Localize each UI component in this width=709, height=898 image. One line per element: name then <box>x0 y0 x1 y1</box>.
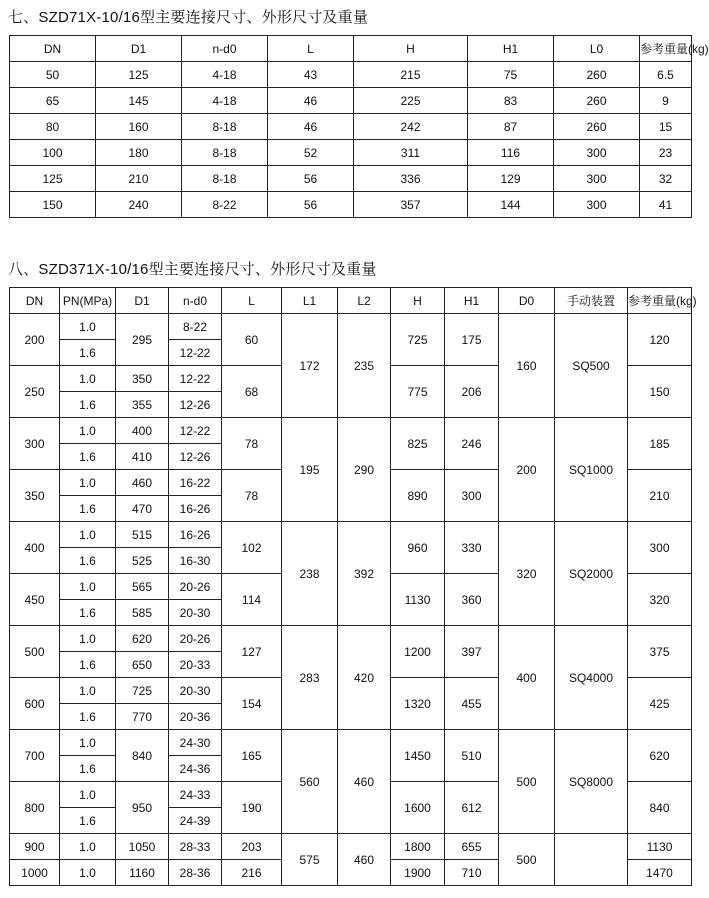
table-cell: 357 <box>354 192 468 218</box>
d1-cell: 410 <box>116 444 169 470</box>
l2-cell: 460 <box>338 834 391 886</box>
l-cell: 127 <box>222 626 282 678</box>
table-cell: 6.5 <box>640 62 692 88</box>
actuator-cell <box>555 834 628 886</box>
table-row <box>10 314 692 340</box>
pn-cell: 1.6 <box>60 704 116 730</box>
table-cell: 8-18 <box>182 140 268 166</box>
pn-cell: 1.6 <box>60 652 116 678</box>
nd0-cell: 16-26 <box>169 496 222 522</box>
table-row <box>10 626 692 652</box>
h1-cell: 455 <box>445 678 499 730</box>
d0-cell: 320 <box>499 522 555 626</box>
table-cell: 4-18 <box>182 62 268 88</box>
l2-cell: 420 <box>338 626 391 730</box>
l-cell: 114 <box>222 574 282 626</box>
table-cell: 260 <box>554 62 640 88</box>
dn-cell: 600 <box>10 678 60 730</box>
l2-cell: 392 <box>338 522 391 626</box>
table-cell: 32 <box>640 166 692 192</box>
column-header: n-d0 <box>182 36 268 62</box>
dn-cell: 250 <box>10 366 60 418</box>
table-cell: 242 <box>354 114 468 140</box>
pn-cell: 1.0 <box>60 314 116 340</box>
l1-cell: 560 <box>282 730 338 834</box>
table-cell: 4-18 <box>182 88 268 114</box>
table-cell: 56 <box>268 166 354 192</box>
nd0-cell: 16-30 <box>169 548 222 574</box>
nd0-cell: 24-39 <box>169 808 222 834</box>
d1-cell: 515 <box>116 522 169 548</box>
column-header: H <box>391 288 445 314</box>
table-row <box>10 166 692 192</box>
weight-cell: 1130 <box>628 834 692 860</box>
szd371x-dimension-table <box>9 287 697 886</box>
column-header: 参考重量(kg) <box>628 288 692 314</box>
d1-cell: 350 <box>116 366 169 392</box>
table-cell: 100 <box>10 140 96 166</box>
h-cell: 1130 <box>391 574 445 626</box>
weight-cell: 120 <box>628 314 692 366</box>
l-cell: 203 <box>222 834 282 860</box>
pn-cell: 1.6 <box>60 756 116 782</box>
d1-cell: 1160 <box>116 860 169 886</box>
table-cell: 260 <box>554 114 640 140</box>
nd0-cell: 24-36 <box>169 756 222 782</box>
d0-cell: 200 <box>499 418 555 522</box>
dn-cell: 350 <box>10 470 60 522</box>
column-header: D1 <box>96 36 182 62</box>
l1-cell: 575 <box>282 834 338 886</box>
d1-cell: 460 <box>116 470 169 496</box>
table-cell: 65 <box>10 88 96 114</box>
column-header: H1 <box>468 36 554 62</box>
d1-cell: 725 <box>116 678 169 704</box>
table-cell: 240 <box>96 192 182 218</box>
pn-cell: 1.6 <box>60 600 116 626</box>
l2-cell: 235 <box>338 314 391 418</box>
table-cell: 300 <box>554 140 640 166</box>
d1-cell: 355 <box>116 392 169 418</box>
table-row <box>10 834 692 860</box>
l-cell: 216 <box>222 860 282 886</box>
actuator-cell: SQ4000 <box>555 626 628 730</box>
table-cell: 87 <box>468 114 554 140</box>
table-cell: 50 <box>10 62 96 88</box>
l1-cell: 238 <box>282 522 338 626</box>
nd0-cell: 20-30 <box>169 678 222 704</box>
column-header: L <box>268 36 354 62</box>
h-cell: 1900 <box>391 860 445 886</box>
table-cell: 336 <box>354 166 468 192</box>
nd0-cell: 12-22 <box>169 418 222 444</box>
dn-cell: 1000 <box>10 860 60 886</box>
column-header: PN(MPa) <box>60 288 116 314</box>
table-cell: 80 <box>10 114 96 140</box>
pn-cell: 1.0 <box>60 860 116 886</box>
nd0-cell: 28-36 <box>169 860 222 886</box>
table-cell: 8-18 <box>182 166 268 192</box>
l-cell: 154 <box>222 678 282 730</box>
h1-cell: 655 <box>445 834 499 860</box>
l-cell: 102 <box>222 522 282 574</box>
actuator-cell: SQ500 <box>555 314 628 418</box>
pn-cell: 1.6 <box>60 340 116 366</box>
pn-cell: 1.0 <box>60 522 116 548</box>
d1-cell: 525 <box>116 548 169 574</box>
table-cell: 260 <box>554 88 640 114</box>
table-row <box>10 88 692 114</box>
column-header: DN <box>10 288 60 314</box>
dn-cell: 700 <box>10 730 60 782</box>
table-cell: 129 <box>468 166 554 192</box>
weight-cell: 210 <box>628 470 692 522</box>
l-cell: 190 <box>222 782 282 834</box>
section-8-title: 八、SZD371X-10/16型主要连接尺寸、外形尺寸及重量 <box>8 261 377 278</box>
h1-cell: 612 <box>445 782 499 834</box>
h-cell: 775 <box>391 366 445 418</box>
table-cell: 83 <box>468 88 554 114</box>
weight-cell: 1470 <box>628 860 692 886</box>
h-cell: 825 <box>391 418 445 470</box>
pn-cell: 1.6 <box>60 392 116 418</box>
pn-cell: 1.0 <box>60 730 116 756</box>
table-cell: 125 <box>10 166 96 192</box>
dn-cell: 500 <box>10 626 60 678</box>
nd0-cell: 12-26 <box>169 392 222 418</box>
actuator-cell: SQ8000 <box>555 730 628 834</box>
h-cell: 725 <box>391 314 445 366</box>
d1-cell: 295 <box>116 314 169 366</box>
weight-cell: 185 <box>628 418 692 470</box>
pn-cell: 1.0 <box>60 574 116 600</box>
table-row <box>10 522 692 548</box>
nd0-cell: 20-36 <box>169 704 222 730</box>
table-cell: 75 <box>468 62 554 88</box>
actuator-cell: SQ1000 <box>555 418 628 522</box>
table-cell: 311 <box>354 140 468 166</box>
nd0-cell: 20-26 <box>169 574 222 600</box>
h-cell: 1800 <box>391 834 445 860</box>
table-cell: 210 <box>96 166 182 192</box>
table-cell: 125 <box>96 62 182 88</box>
pn-cell: 1.0 <box>60 366 116 392</box>
dn-cell: 450 <box>10 574 60 626</box>
pn-cell: 1.0 <box>60 626 116 652</box>
table-cell: 46 <box>268 114 354 140</box>
table-cell: 144 <box>468 192 554 218</box>
d0-cell: 400 <box>499 626 555 730</box>
nd0-cell: 28-33 <box>169 834 222 860</box>
nd0-cell: 16-22 <box>169 470 222 496</box>
nd0-cell: 24-30 <box>169 730 222 756</box>
pn-cell: 1.0 <box>60 782 116 808</box>
h-cell: 960 <box>391 522 445 574</box>
dn-cell: 400 <box>10 522 60 574</box>
h1-cell: 175 <box>445 314 499 366</box>
table-cell: 150 <box>10 192 96 218</box>
pn-cell: 1.0 <box>60 418 116 444</box>
h-cell: 1320 <box>391 678 445 730</box>
h1-cell: 246 <box>445 418 499 470</box>
d1-cell: 565 <box>116 574 169 600</box>
table-row <box>10 192 692 218</box>
column-header: L <box>222 288 282 314</box>
d1-cell: 400 <box>116 418 169 444</box>
table-cell: 43 <box>268 62 354 88</box>
column-header: D1 <box>116 288 169 314</box>
table-row <box>10 62 692 88</box>
column-header: L0 <box>554 36 640 62</box>
table-cell: 300 <box>554 166 640 192</box>
table-row <box>10 418 692 444</box>
h-cell: 1600 <box>391 782 445 834</box>
table-cell: 8-22 <box>182 192 268 218</box>
h-cell: 1200 <box>391 626 445 678</box>
pn-cell: 1.6 <box>60 808 116 834</box>
d1-cell: 770 <box>116 704 169 730</box>
nd0-cell: 20-33 <box>169 652 222 678</box>
table-row <box>10 114 692 140</box>
d1-cell: 950 <box>116 782 169 834</box>
table-cell: 15 <box>640 114 692 140</box>
dn-cell: 900 <box>10 834 60 860</box>
h-cell: 1450 <box>391 730 445 782</box>
table-cell: 300 <box>554 192 640 218</box>
d1-cell: 650 <box>116 652 169 678</box>
l1-cell: 283 <box>282 626 338 730</box>
nd0-cell: 8-22 <box>169 314 222 340</box>
table-cell: 215 <box>354 62 468 88</box>
l-cell: 165 <box>222 730 282 782</box>
weight-cell: 375 <box>628 626 692 678</box>
nd0-cell: 20-30 <box>169 600 222 626</box>
nd0-cell: 12-22 <box>169 366 222 392</box>
h1-cell: 360 <box>445 574 499 626</box>
column-header: L1 <box>282 288 338 314</box>
l1-cell: 172 <box>282 314 338 418</box>
table-cell: 9 <box>640 88 692 114</box>
d0-cell: 500 <box>499 834 555 886</box>
column-header: D0 <box>499 288 555 314</box>
szd71x-dimension-table <box>9 35 709 218</box>
d1-cell: 620 <box>116 626 169 652</box>
column-header: L2 <box>338 288 391 314</box>
pn-cell: 1.6 <box>60 496 116 522</box>
d1-cell: 585 <box>116 600 169 626</box>
weight-cell: 300 <box>628 522 692 574</box>
l-cell: 78 <box>222 418 282 470</box>
column-header: H1 <box>445 288 499 314</box>
column-header: n-d0 <box>169 288 222 314</box>
table-row <box>10 140 692 166</box>
nd0-cell: 20-26 <box>169 626 222 652</box>
pn-cell: 1.6 <box>60 548 116 574</box>
table-cell: 23 <box>640 140 692 166</box>
pn-cell: 1.6 <box>60 444 116 470</box>
h1-cell: 397 <box>445 626 499 678</box>
table-cell: 180 <box>96 140 182 166</box>
dn-cell: 800 <box>10 782 60 834</box>
d0-cell: 500 <box>499 730 555 834</box>
column-header: DN <box>10 36 96 62</box>
l2-cell: 460 <box>338 730 391 834</box>
d0-cell: 160 <box>499 314 555 418</box>
table-header-row <box>10 288 692 314</box>
l1-cell: 195 <box>282 418 338 522</box>
actuator-cell: SQ2000 <box>555 522 628 626</box>
section-7-title: 七、SZD71X-10/16型主要连接尺寸、外形尺寸及重量 <box>8 9 369 26</box>
h1-cell: 710 <box>445 860 499 886</box>
table-cell: 46 <box>268 88 354 114</box>
pn-cell: 1.0 <box>60 678 116 704</box>
weight-cell: 320 <box>628 574 692 626</box>
d1-cell: 470 <box>116 496 169 522</box>
weight-cell: 425 <box>628 678 692 730</box>
nd0-cell: 24-33 <box>169 782 222 808</box>
l-cell: 60 <box>222 314 282 366</box>
table-cell: 52 <box>268 140 354 166</box>
l2-cell: 290 <box>338 418 391 522</box>
h1-cell: 330 <box>445 522 499 574</box>
column-header: 参考重量(kg) <box>640 36 692 62</box>
dn-cell: 300 <box>10 418 60 470</box>
table-cell: 116 <box>468 140 554 166</box>
weight-cell: 150 <box>628 366 692 418</box>
pn-cell: 1.0 <box>60 470 116 496</box>
d1-cell: 840 <box>116 730 169 782</box>
h-cell: 890 <box>391 470 445 522</box>
l-cell: 68 <box>222 366 282 418</box>
weight-cell: 620 <box>628 730 692 782</box>
table-cell: 41 <box>640 192 692 218</box>
h1-cell: 300 <box>445 470 499 522</box>
table-cell: 8-18 <box>182 114 268 140</box>
nd0-cell: 16-26 <box>169 522 222 548</box>
dn-cell: 200 <box>10 314 60 366</box>
column-header: H <box>354 36 468 62</box>
table-cell: 56 <box>268 192 354 218</box>
table-cell: 225 <box>354 88 468 114</box>
table-cell: 160 <box>96 114 182 140</box>
h1-cell: 510 <box>445 730 499 782</box>
l-cell: 78 <box>222 470 282 522</box>
table-row <box>10 730 692 756</box>
h1-cell: 206 <box>445 366 499 418</box>
nd0-cell: 12-26 <box>169 444 222 470</box>
table-header-row <box>10 36 692 62</box>
column-header: 手动装置 <box>555 288 628 314</box>
weight-cell: 840 <box>628 782 692 834</box>
table-cell: 145 <box>96 88 182 114</box>
d1-cell: 1050 <box>116 834 169 860</box>
pn-cell: 1.0 <box>60 834 116 860</box>
nd0-cell: 12-22 <box>169 340 222 366</box>
